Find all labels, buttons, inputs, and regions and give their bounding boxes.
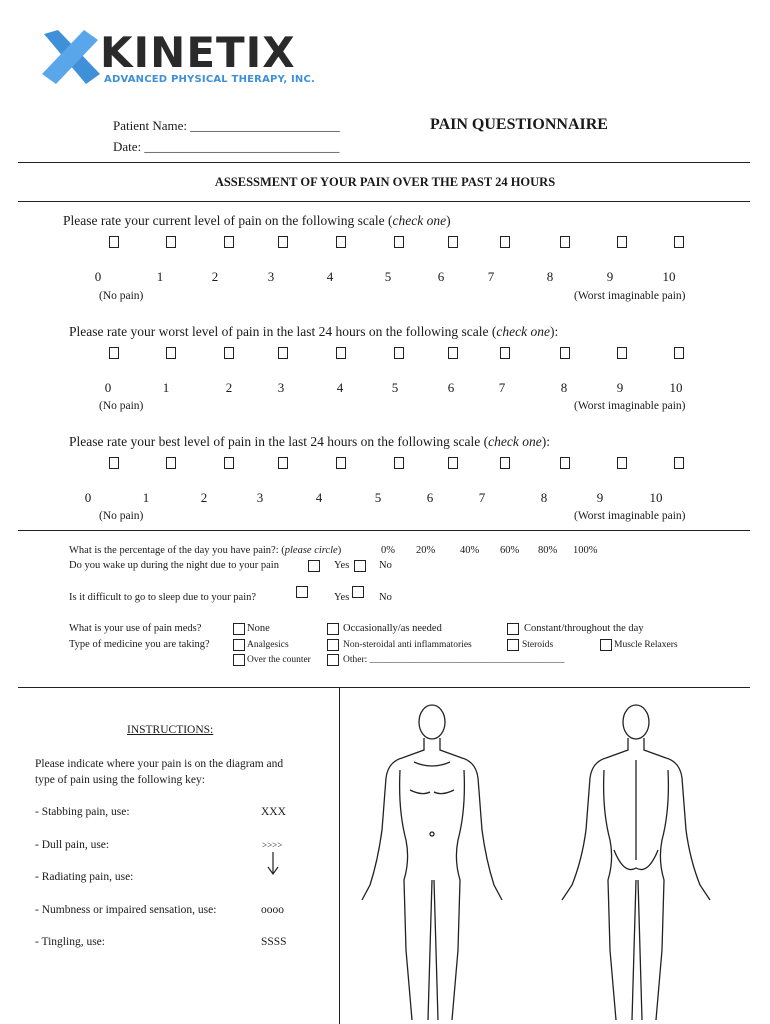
scale-checkbox[interactable] xyxy=(448,236,458,248)
meds-none-label: None xyxy=(247,623,270,634)
meds-constant-checkbox[interactable] xyxy=(507,623,519,635)
scale-checkbox[interactable] xyxy=(617,236,627,248)
sleep-difficulty-question: Is it difficult to go to sleep due to your pain? xyxy=(69,592,257,603)
meds-occasional-checkbox[interactable] xyxy=(327,623,339,635)
scale-value: 10 xyxy=(649,490,663,505)
scale-checkbox[interactable] xyxy=(617,347,627,359)
divider xyxy=(18,162,750,163)
scale-checkbox[interactable] xyxy=(394,347,404,359)
meds-constant-label: Constant/throughout the day xyxy=(524,623,644,634)
steroids-label: Steroids xyxy=(522,640,554,650)
scale-checkbox[interactable] xyxy=(224,236,234,248)
other-checkbox[interactable] xyxy=(327,654,339,666)
key-symbol-dull: >>>> xyxy=(262,840,283,850)
pain-meds-question: What is your use of pain meds? xyxy=(69,623,202,634)
scale-value: 8 xyxy=(560,380,568,395)
scale-value: 2 xyxy=(211,269,219,284)
instructions-line: type of pain using the following key: xyxy=(35,774,205,786)
scale-checkbox[interactable] xyxy=(674,347,684,359)
scale-checkbox[interactable] xyxy=(336,236,346,248)
scale-low-anchor: (No pain) xyxy=(99,400,144,412)
scale-checkbox[interactable] xyxy=(560,347,570,359)
scale-value: 6 xyxy=(437,269,445,284)
wake-up-question: Do you wake up during the night due to your pain xyxy=(69,560,279,571)
scale-checkbox[interactable] xyxy=(500,236,510,248)
scale-high-anchor: (Worst imaginable pain) xyxy=(574,510,686,522)
scale-checkbox[interactable] xyxy=(109,457,119,469)
scale-value: 3 xyxy=(277,380,285,395)
percent-option[interactable]: 40% xyxy=(460,545,480,556)
otc-label: Over the counter xyxy=(247,655,311,665)
steroids-checkbox[interactable] xyxy=(507,639,519,651)
scale-checkbox[interactable] xyxy=(394,236,404,248)
scale-value: 0 xyxy=(84,490,92,505)
sleep-no-checkbox[interactable] xyxy=(352,586,364,598)
kinetix-logo-icon xyxy=(40,30,102,86)
scale-question-best: Please rate your best level of pain in the last 24 hours on the following scale (check one): xyxy=(69,434,550,449)
yes-label: Yes xyxy=(334,560,350,571)
scale-value: 5 xyxy=(391,380,399,395)
otc-checkbox[interactable] xyxy=(233,654,245,666)
brand-name: KINETIX xyxy=(100,28,296,77)
key-label-dull: - Dull pain, use: xyxy=(35,839,110,851)
scale-value: 10 xyxy=(662,269,676,284)
percent-option[interactable]: 60% xyxy=(500,545,520,556)
meds-occasional-label: Occasionally/as needed xyxy=(343,623,442,634)
key-symbol-tingling: SSSS xyxy=(261,936,287,948)
percent-option[interactable]: 100% xyxy=(573,545,598,556)
radiating-arrow-icon xyxy=(266,851,280,877)
key-label-numbness: - Numbness or impaired sensation, use: xyxy=(35,904,217,916)
divider xyxy=(18,201,750,202)
scale-checkbox[interactable] xyxy=(278,347,288,359)
scale-value: 5 xyxy=(384,269,392,284)
scale-checkbox[interactable] xyxy=(560,236,570,248)
percent-option[interactable]: 80% xyxy=(538,545,558,556)
scale-value: 2 xyxy=(225,380,233,395)
scale-value: 7 xyxy=(478,490,486,505)
scale-value: 10 xyxy=(669,380,683,395)
other-field[interactable]: Other: _________________________________________ xyxy=(343,655,565,665)
scale-low-anchor: (No pain) xyxy=(99,510,144,522)
wake-up-no-checkbox[interactable] xyxy=(354,560,366,572)
percent-option[interactable]: 0% xyxy=(381,545,395,556)
section-heading: ASSESSMENT OF YOUR PAIN OVER THE PAST 24 HOURS xyxy=(214,175,556,189)
body-front-diagram[interactable] xyxy=(352,700,522,1024)
key-label-stabbing: - Stabbing pain, use: xyxy=(35,806,130,818)
scale-checkbox[interactable] xyxy=(336,347,346,359)
muscle-relaxers-label: Muscle Relaxers xyxy=(614,640,678,650)
no-label: No xyxy=(379,560,392,571)
scale-checkbox[interactable] xyxy=(500,347,510,359)
scale-value: 4 xyxy=(315,490,323,505)
scale-checkbox[interactable] xyxy=(560,457,570,469)
scale-checkbox[interactable] xyxy=(166,236,176,248)
key-symbol-numbness: oooo xyxy=(261,904,284,916)
brand-tagline: ADVANCED PHYSICAL THERAPY, INC. xyxy=(104,74,316,85)
scale-value: 9 xyxy=(596,490,604,505)
scale-value: 1 xyxy=(142,490,150,505)
scale-checkbox[interactable] xyxy=(224,457,234,469)
percent-option[interactable]: 20% xyxy=(416,545,436,556)
scale-checkbox[interactable] xyxy=(224,347,234,359)
scale-high-anchor: (Worst imaginable pain) xyxy=(574,400,686,412)
scale-value: 4 xyxy=(336,380,344,395)
scale-checkbox[interactable] xyxy=(278,457,288,469)
scale-checkbox[interactable] xyxy=(166,347,176,359)
scale-checkbox[interactable] xyxy=(674,457,684,469)
scale-value: 7 xyxy=(498,380,506,395)
analgesics-checkbox[interactable] xyxy=(233,639,245,651)
scale-checkbox[interactable] xyxy=(394,457,404,469)
scale-value: 0 xyxy=(94,269,102,284)
scale-question-worst: Please rate your worst level of pain in the last 24 hours on the following scale (check one): xyxy=(69,324,559,339)
scale-high-anchor: (Worst imaginable pain) xyxy=(574,290,686,302)
scale-value: 6 xyxy=(447,380,455,395)
percent-day-question: What is the percentage of the day you have pain?: (please circle) xyxy=(69,545,342,556)
medicine-type-question: Type of medicine you are taking? xyxy=(69,639,210,650)
column-divider xyxy=(339,687,340,1024)
scale-checkbox[interactable] xyxy=(278,236,288,248)
scale-low-anchor: (No pain) xyxy=(99,290,144,302)
scale-value: 3 xyxy=(267,269,275,284)
scale-checkbox[interactable] xyxy=(109,347,119,359)
divider xyxy=(18,687,750,688)
date-field[interactable]: Date: ______________________________ xyxy=(113,139,340,154)
key-label-radiating: - Radiating pain, use: xyxy=(35,871,134,883)
scale-value: 7 xyxy=(487,269,495,284)
meds-none-checkbox[interactable] xyxy=(233,623,245,635)
scale-checkbox[interactable] xyxy=(500,457,510,469)
scale-checkbox[interactable] xyxy=(166,457,176,469)
nsaid-label: Non-steroidal anti inflammatories xyxy=(343,640,472,650)
wake-up-yes-checkbox[interactable] xyxy=(308,560,320,572)
scale-checkbox[interactable] xyxy=(617,457,627,469)
instructions-title: INSTRUCTIONS: xyxy=(127,724,214,736)
scale-checkbox[interactable] xyxy=(674,236,684,248)
scale-question-current: Please rate your current level of pain on the following scale (check one) xyxy=(63,213,451,228)
divider xyxy=(18,530,750,531)
scale-value: 9 xyxy=(616,380,624,395)
scale-value: 5 xyxy=(374,490,382,505)
scale-value: 2 xyxy=(200,490,208,505)
body-back-diagram[interactable] xyxy=(548,700,720,1024)
scale-value: 8 xyxy=(546,269,554,284)
scale-checkbox[interactable] xyxy=(109,236,119,248)
key-symbol-stabbing: XXX xyxy=(261,806,286,818)
nsaid-checkbox[interactable] xyxy=(327,639,339,651)
sleep-yes-checkbox[interactable] xyxy=(296,586,308,598)
scale-value: 6 xyxy=(426,490,434,505)
scale-value: 1 xyxy=(156,269,164,284)
scale-value: 0 xyxy=(104,380,112,395)
scale-value: 3 xyxy=(256,490,264,505)
patient-name-field[interactable]: Patient Name: _______________________ xyxy=(113,118,340,133)
instructions-line: Please indicate where your pain is on the diagram and xyxy=(35,758,284,770)
analgesics-label: Analgesics xyxy=(247,640,289,650)
scale-value: 9 xyxy=(606,269,614,284)
scale-checkbox[interactable] xyxy=(448,457,458,469)
form-title: PAIN QUESTIONNAIRE xyxy=(430,116,608,133)
yes-label: Yes xyxy=(334,592,350,603)
muscle-relaxers-checkbox[interactable] xyxy=(600,639,612,651)
scale-checkbox[interactable] xyxy=(336,457,346,469)
scale-value: 8 xyxy=(540,490,548,505)
scale-value: 4 xyxy=(326,269,334,284)
key-label-tingling: - Tingling, use: xyxy=(35,936,105,948)
scale-checkbox[interactable] xyxy=(448,347,458,359)
scale-value: 1 xyxy=(162,380,170,395)
no-label: No xyxy=(379,592,392,603)
